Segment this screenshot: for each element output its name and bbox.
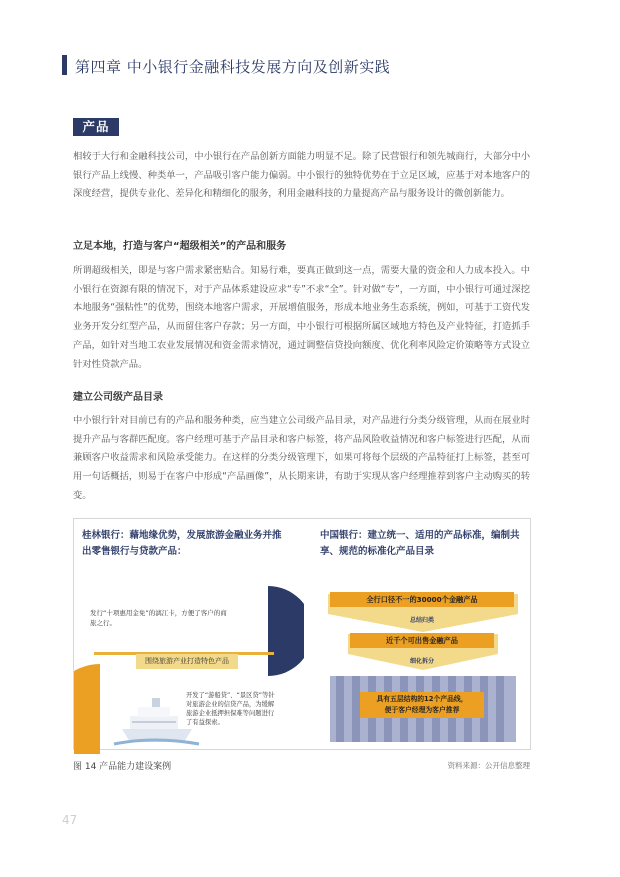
subheading-product-catalog: 建立公司级产品目录 xyxy=(73,392,163,403)
figure-caption: 图 14 产品能力建设案例 xyxy=(73,762,172,772)
case-figure xyxy=(73,518,531,750)
tier-3-line-2: 便于客户经理为客户推荐 xyxy=(384,706,460,714)
section-tag: 产品 xyxy=(73,118,119,136)
tier-1-box: 全行口径不一的30000个金融产品 xyxy=(330,592,514,607)
guilin-bank-title: 桂林银行：藉地缘优势，发展旅游金融业务并推出零售银行与贷款产品： xyxy=(82,530,282,557)
retail-banking-text: 发行“十项惠用金免”的漓江卡，方便了客户的商旅之行。 xyxy=(90,609,227,627)
retail-banking-shape xyxy=(268,586,304,676)
intro-paragraph: 相较于大行和金融科技公司，中小银行在产品创新方面能力明显不足。除了民营银行和领先城商行，大部分中小银行产品上线慢、种类单一，产品吸引客户能力偏弱。中小银行的独特优势在于立足区域，应基于对本地客户的深度经营，提供专业化、差异化和精细化的服务，利用金融科技的力量提高产品与服务设计的微创新能力。 xyxy=(73,151,530,200)
chapter-accent-bar xyxy=(62,55,67,75)
product-catalog-paragraph: 中小银行针对目前已有的产品和服务种类，应当建立公司级产品目录，对产品进行分类分级管理，从而在展业时提升产品与客群匹配度。客户经理可基于产品目录和客户标签，将产品风险收益情况和客户标签进行匹配，从而兼顾客户收益需求和风险承受能力。在这样的分类分级管理下，如果可将每个层级的产品特征打上标签，甚至可用一句话概括，则易于在客户中形成“产品画像”，从长期来讲，有助于实现从客户经理推荐到客户主动购买的转变。 xyxy=(73,415,530,501)
step-1-label: 总结归类 xyxy=(400,615,444,624)
tier-3-box xyxy=(360,692,484,718)
retail-banking-label: 零售银行 xyxy=(251,602,260,645)
page-number: 47 xyxy=(62,813,78,827)
step-2-label: 细化拆分 xyxy=(400,656,444,665)
tier-3-line-1: 具有五层结构的12个产品线， xyxy=(376,695,468,703)
bank-of-china-title: 中国银行：建立统一、适用的产品标准，编制共享、规范的标准化产品目录 xyxy=(320,530,520,557)
chapter-title: 第四章 中小银行金融科技发展方向及创新实践 xyxy=(75,58,391,76)
corporate-business-label: 对公业务 xyxy=(105,681,114,727)
tier-2-box: 近千个可出售金融产品 xyxy=(350,633,494,648)
corporate-business-text: 开发了“游船贷”、“景区贷”等针对旅游企业的信贷产品，为缓解旅游企业抵押担保难等问题进行了有益探索。 xyxy=(186,692,275,726)
figure-source: 资料来源：公开信息整理 xyxy=(447,761,530,770)
subheading-local-products: 立足本地，打造与客户“超级相关”的产品和服务 xyxy=(73,241,287,252)
corporate-business-shape xyxy=(74,664,100,754)
local-products-paragraph: 所谓超级相关，即是与客户需求紧密贴合。知易行难，要真正做到这一点，需要大量的资金和人力成本投入。中小银行在资源有限的情况下，对于产品体系建设应求“专”不求“全”。针对做“专”，一方面，中小银行可通过深挖本地服务“强粘性”的优势，围绕本地客户需求，开展增值服务，形成本地业务生态系统，例如，可基于工资代发业务开发分红型产品，从而留住客户存款；另一方面，中小银行可根据所属区域地方特色及产业特征，打造抓手产品，如针对当地工农业发展情况和资金需求情况，通过调整信贷投向额度、优化利率风险定价策略等方式设立针对性贷款产品。 xyxy=(73,265,530,370)
tourism-band: 围绕旅游产业打造特色产品 xyxy=(136,654,238,669)
